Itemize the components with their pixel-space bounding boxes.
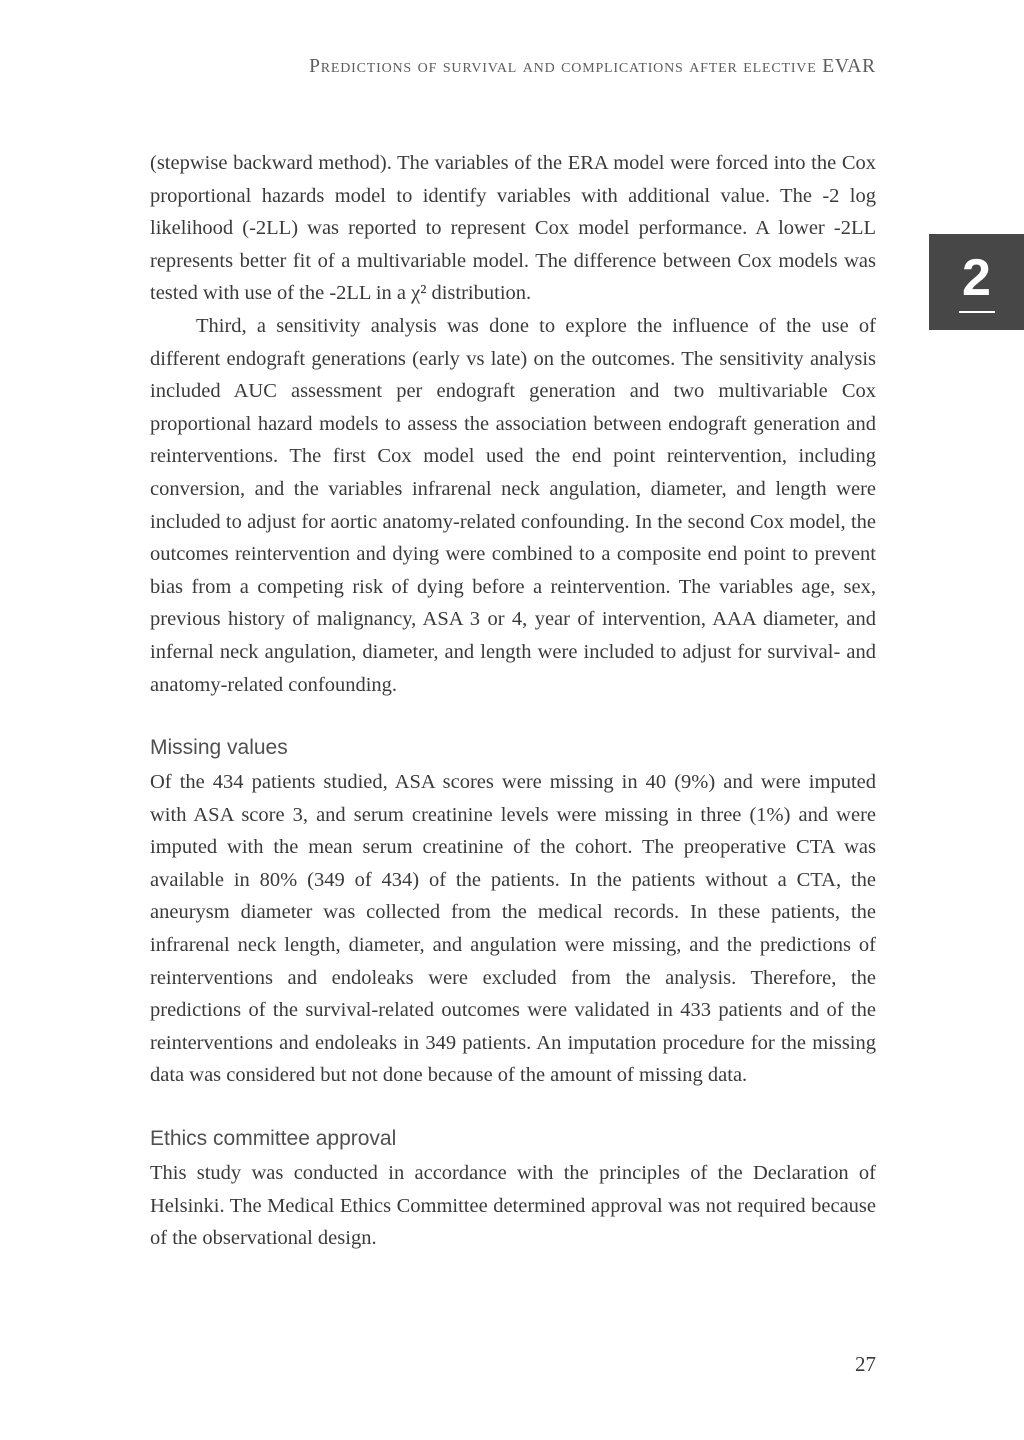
chapter-tab-rule: [959, 311, 995, 313]
paragraph-ethics-approval: This study was conducted in accordance with the principles of the Declaration of Helsinki. The Medical Ethics Committee determined approval was not required because of the observational design.: [150, 1162, 876, 1250]
main-text-column: [150, 147, 876, 1255]
chapter-tab: [929, 234, 1024, 330]
page-number: 27: [855, 1352, 876, 1376]
running-header: Predictions of survival and complications after elective EVAR: [309, 56, 876, 77]
section-heading-missing-values: Missing values: [150, 736, 288, 760]
chapter-number: 2: [962, 248, 991, 307]
section-heading-ethics-approval: Ethics committee approval: [150, 1127, 397, 1151]
paragraph-methods-continued: (stepwise backward method). The variables of the ERA model were forced into the Cox proportional hazards model to identify variables with additional value. The -2 log likelihood (-2LL) was reported to represent Cox model performance. A lower -2LL represents better fit of a multivariable model. The difference between Cox models was tested with use of the -2LL in a χ² distribution.: [150, 152, 876, 305]
paragraph-missing-values: Of the 434 patients studied, ASA scores were missing in 40 (9%) and were imputed with ASA score 3, and serum creatinine levels were missing in three (1%) and were imputed with the mean serum creatinine of the cohort. The preoperative CTA was available in 80% (349 of 434) of the patients. In the patients without a CTA, the aneurysm diameter was collected from the medical records. In these patients, the infrarenal neck length, diameter, and angulation were missing, and the predictions of reinterventions and endoleaks were excluded from the analysis. Therefore, the predictions of the survival-related outcomes were validated in 433 patients and of the reinterventions and endoleaks in 349 patients. An imputation procedure for the missing data was considered but not done because of the amount of missing data.: [150, 771, 876, 1087]
paragraph-sensitivity-analysis: Third, a sensitivity analysis was done to explore the influence of the use of different endograft generations (early vs late) on the outcomes. The sensitivity analysis included AUC assessment per endograft generation and two multivariable Cox proportional hazard models to assess the association between endograft generation and reinterventions. The first Cox model used the end point reintervention, including conversion, and the variables infrarenal neck angulation, diameter, and length were included to adjust for aortic anatomy-related confounding. In the second Cox model, the outcomes reintervention and dying were combined to a composite end point to prevent bias from a competing risk of dying before a reintervention. The variables age, sex, previous history of malignancy, ASA 3 or 4, year of intervention, AAA diameter, and infernal neck angulation, diameter, and length were included to adjust for survival- and anatomy-related confounding.: [150, 314, 876, 696]
